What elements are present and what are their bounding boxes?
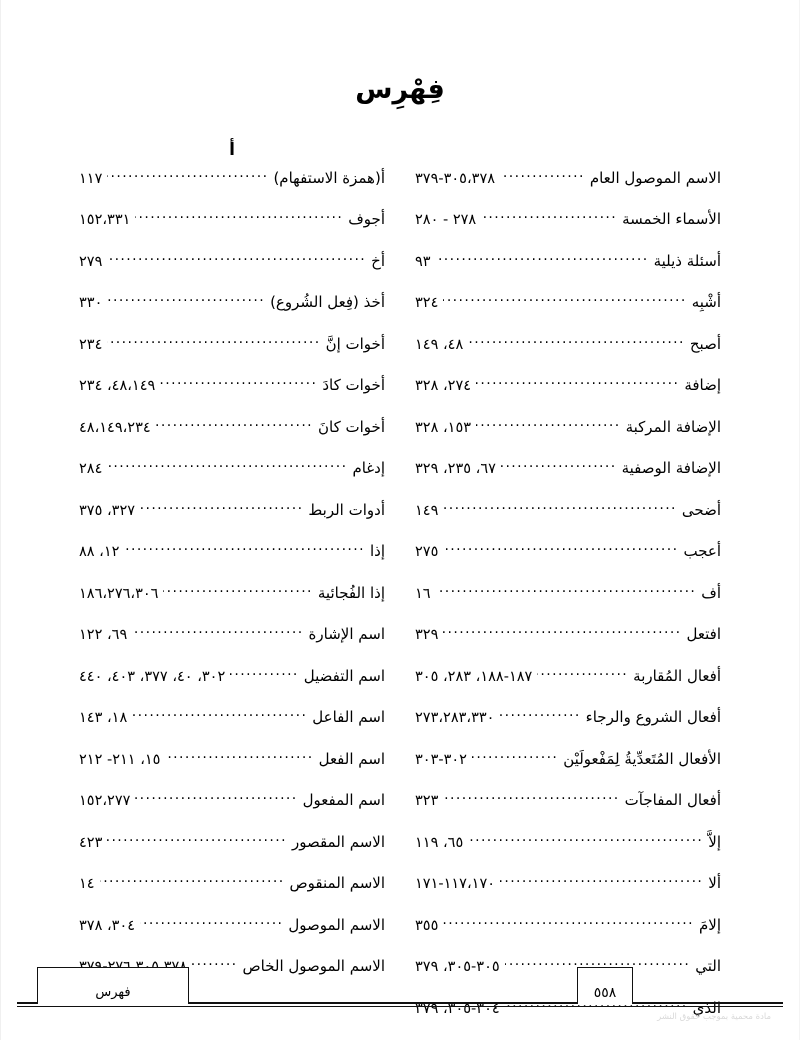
index-entry-term: الاسم الموصول الخاص xyxy=(242,957,385,975)
index-entry-term: أفعال المفاجآت xyxy=(624,791,721,809)
dot-leader xyxy=(107,168,268,183)
index-entry-pages: ٦٧، ٢٣٥، ٣٢٩ xyxy=(415,461,496,477)
index-entry-term: أدوات الربط xyxy=(308,500,385,519)
index-entry xyxy=(415,666,721,708)
dot-leader xyxy=(135,791,297,806)
index-entry-term: الاسم المنقوص xyxy=(289,874,385,892)
index-entry-pages: ٣٠٥،٣٧٨-٣٧٩ xyxy=(415,170,496,187)
index-entry xyxy=(79,874,385,916)
index-entry xyxy=(79,749,385,791)
index-entry xyxy=(79,791,385,833)
index-entry xyxy=(79,334,385,376)
index-entry xyxy=(79,210,385,252)
index-entry-pages: ٣٣٠ xyxy=(79,295,103,311)
index-entry xyxy=(415,210,721,252)
index-entry xyxy=(79,666,385,708)
index-entry-term: أف xyxy=(701,583,721,602)
index-entry xyxy=(415,334,721,376)
page-footer xyxy=(1,940,799,1040)
index-entry-term: اسم الفعل xyxy=(318,749,385,768)
index-entry xyxy=(415,542,721,584)
index-entry-term: إذا الفُجائية xyxy=(317,583,385,602)
index-entry-term: إدغام xyxy=(352,459,385,477)
index-entry xyxy=(79,625,385,667)
index-entry xyxy=(79,500,385,542)
index-entry-term: أفعال الشروع والرجاء xyxy=(585,708,721,726)
index-entry-pages: ٤٨، ١٤٩ xyxy=(415,336,464,353)
dot-leader xyxy=(132,708,307,723)
index-entry-pages: ٤٨،١٤٩،٢٣٤ xyxy=(79,419,151,436)
index-entry-term: اسم المفعول xyxy=(302,791,385,809)
index-entry xyxy=(79,251,385,293)
copyright-watermark: مادة محمية بموجب حقوق النشر xyxy=(657,1012,771,1022)
dot-leader xyxy=(476,376,679,391)
dot-leader xyxy=(443,915,694,930)
index-entry xyxy=(79,168,385,210)
dot-leader xyxy=(107,293,265,308)
index-entry-term: أخوات كادَ xyxy=(322,376,385,394)
dot-leader xyxy=(443,542,678,557)
index-entry xyxy=(79,542,385,584)
index-entry-term: أشْبِه xyxy=(691,293,721,311)
dot-leader xyxy=(107,832,287,847)
index-entry-pages: ٣٥٥ xyxy=(415,917,439,934)
index-entry xyxy=(79,832,385,874)
index-entry-term: الأسماء الخمسة xyxy=(622,210,721,228)
index-entry xyxy=(415,168,721,210)
dot-leader xyxy=(472,749,558,764)
index-entry-pages: ٦٩، ١٢٢ xyxy=(79,627,128,643)
dot-leader xyxy=(500,168,585,183)
index-entry-term: التي xyxy=(695,957,721,975)
index-entry-pages: ٤٨،١٤٩، ٢٣٤ xyxy=(79,378,156,394)
dot-leader xyxy=(537,666,628,681)
page-number: ٥٥٨ xyxy=(593,985,617,1001)
index-entry xyxy=(415,832,721,874)
index-entry-pages: ٣٢٩ xyxy=(415,627,439,643)
index-entry-term: أسئلة ذيلية xyxy=(653,251,721,270)
index-entry-term: أخوات إنَّ xyxy=(325,334,385,353)
dot-leader xyxy=(124,542,365,557)
index-entry-pages: ١٥٢،٢٧٧ xyxy=(79,793,131,809)
index-entry-pages: ٣٢٤ xyxy=(415,295,439,311)
index-entry-term: أضحى xyxy=(681,500,721,519)
index-entry xyxy=(415,625,721,667)
index-entry-term: إلامَ xyxy=(698,915,721,934)
dot-leader xyxy=(160,376,317,391)
index-entry-term: إضافة xyxy=(684,376,721,394)
dot-leader xyxy=(107,251,366,266)
index-entry-pages: ٣٠٤، ٣٧٨ xyxy=(79,917,136,934)
dot-leader xyxy=(443,625,681,640)
index-entry xyxy=(79,583,385,625)
index-entry-pages: ١٦ xyxy=(415,585,431,602)
index-entry-pages: ٢٨٤ xyxy=(79,461,103,477)
index-column-right xyxy=(71,138,393,1040)
dot-leader xyxy=(135,210,343,225)
index-entry xyxy=(415,376,721,418)
index-entry-pages: ٣٢٧، ٣٧٥ xyxy=(79,502,136,519)
dot-leader xyxy=(481,210,617,225)
index-entry-pages: ٣٠٥-٣٠٥، ٣٧٩ xyxy=(415,959,500,975)
index-entry-pages: ١٢، ٨٨ xyxy=(79,544,120,560)
dot-leader xyxy=(499,708,580,723)
index-entry-pages: ٣٠٤-٣٠٥، ٣٧٩ xyxy=(415,1000,500,1017)
index-entry-term: إذا xyxy=(369,542,385,560)
index-entry xyxy=(415,417,721,459)
index-entry xyxy=(415,708,721,750)
dot-leader xyxy=(468,334,685,349)
index-entry-pages: ١٥، ٢١١- ٢١٢ xyxy=(79,751,161,768)
dot-leader xyxy=(156,417,313,432)
index-entry xyxy=(79,459,385,501)
index-entry-term: أصبح xyxy=(689,334,721,353)
index-columns xyxy=(1,138,799,1040)
dot-leader xyxy=(107,334,320,349)
index-entry xyxy=(79,376,385,418)
index-entry-term: الاسم الموصول xyxy=(288,915,385,934)
index-entry-term: اسم الفاعل xyxy=(312,708,385,726)
footer-section-tab xyxy=(37,967,189,1004)
index-entry-pages: ١٨٧-١٨٨، ٢٨٣، ٣٠٥ xyxy=(415,668,533,685)
index-entry-pages: ٣٢٣ xyxy=(415,793,439,809)
index-entry xyxy=(415,293,721,335)
page-title: فِهْرِس xyxy=(355,74,445,105)
dot-leader xyxy=(436,583,697,598)
index-entry-term: أخذ (فِعل الشُروع) xyxy=(270,293,385,311)
index-entry-term: أعجب xyxy=(683,542,721,560)
dot-leader xyxy=(443,293,686,308)
index-entry-pages: ١١٧ xyxy=(79,170,103,187)
index-entry-term: اسم الإشارة xyxy=(308,625,385,643)
left-entry-list xyxy=(415,168,721,1040)
index-entry-pages: ١٥٢،٣٣١ xyxy=(79,212,131,228)
index-entry-term: أخوات كانَ xyxy=(318,417,385,436)
footer-section-label: فهرس xyxy=(95,984,131,1000)
dot-leader xyxy=(476,417,621,432)
index-entry xyxy=(79,708,385,750)
index-entry xyxy=(415,749,721,791)
index-entry-pages: ١٥٣، ٣٢٨ xyxy=(415,419,472,436)
index-entry-term: اسم التفضيل xyxy=(303,666,385,685)
index-entry-pages: ١٤ xyxy=(79,876,95,892)
dot-leader xyxy=(230,666,299,681)
index-entry-term: إلاَّ xyxy=(708,832,721,851)
index-entry-term: الإضافة المركبة xyxy=(625,417,721,436)
index-entry-pages: ٢٧٣،٢٨٣،٣٣٠ xyxy=(415,710,495,726)
index-entry xyxy=(79,417,385,459)
index-entry xyxy=(415,583,721,625)
index-entry-pages: ٢٣٤ xyxy=(79,336,103,353)
index-entry-pages: ٢٧٥ xyxy=(415,544,439,560)
index-entry-pages: ١١٧،١٧٠-١٧١ xyxy=(415,876,496,892)
dot-leader xyxy=(468,832,703,847)
index-entry xyxy=(79,293,385,335)
dot-leader xyxy=(140,915,283,930)
index-entry-pages: ٢٧٩ xyxy=(79,253,103,270)
footer-page-tab xyxy=(577,967,633,1004)
index-entry xyxy=(415,459,721,501)
index-entry-pages: ٤٢٣ xyxy=(79,834,103,851)
index-entry-term: الإضافة الوصفية xyxy=(621,459,721,477)
index-column-left xyxy=(407,138,729,1040)
index-entry-pages: ٣٠٢، ٤٠، ٣٧٧، ٤٠٣، ٤٤٠ xyxy=(79,668,226,685)
index-entry-pages: ١٨٦،٢٧٦،٣٠٦ xyxy=(79,585,159,602)
dot-leader xyxy=(443,500,677,515)
column-top-spacer xyxy=(415,138,721,168)
index-entry-pages: ٣٠٢-٣٠٣ xyxy=(415,751,467,768)
index-entry-term: افتعل xyxy=(686,625,721,643)
dot-leader xyxy=(140,500,303,515)
dot-leader xyxy=(443,791,619,806)
dot-leader xyxy=(132,625,303,640)
dot-leader xyxy=(501,459,617,474)
dot-leader xyxy=(100,874,285,889)
index-entry-term: أ(همزة الاستفهام) xyxy=(273,168,385,187)
index-entry xyxy=(415,791,721,833)
dot-leader xyxy=(436,251,649,266)
index-entry-pages: ٢٧٤، ٣٢٨ xyxy=(415,378,472,394)
index-entry xyxy=(415,251,721,293)
index-entry-term: أجوف xyxy=(348,210,385,228)
index-entry-pages: ١٤٩ xyxy=(415,502,439,519)
dot-leader xyxy=(500,874,703,889)
index-entry-term: أخ xyxy=(371,251,385,270)
index-entry-pages: ١٨، ١٤٣ xyxy=(79,710,128,726)
index-entry-pages: ٦٥، ١١٩ xyxy=(415,834,464,851)
index-entry-term: ألا xyxy=(708,874,721,892)
right-entry-list xyxy=(79,168,385,998)
dot-leader xyxy=(107,459,347,474)
index-entry xyxy=(415,500,721,542)
dot-leader xyxy=(165,749,313,764)
section-letter-heading: أ xyxy=(229,140,235,160)
index-entry-term: أفعال المُقاربة xyxy=(633,666,721,685)
index-entry xyxy=(415,874,721,916)
index-entry-pages: ٢٧٨ - ٢٨٠ xyxy=(415,212,477,228)
index-entry-term: الذي xyxy=(692,998,721,1017)
index-entry-pages: ٩٣ xyxy=(415,253,431,270)
dot-leader xyxy=(163,583,312,598)
index-entry-term: الأفعال المُتَعدِّيةُ لِمَفْعولَيْن xyxy=(563,749,721,768)
index-entry-term: الاسم المقصور xyxy=(291,832,385,851)
index-entry-term: الاسم الموصول العام xyxy=(589,168,721,187)
